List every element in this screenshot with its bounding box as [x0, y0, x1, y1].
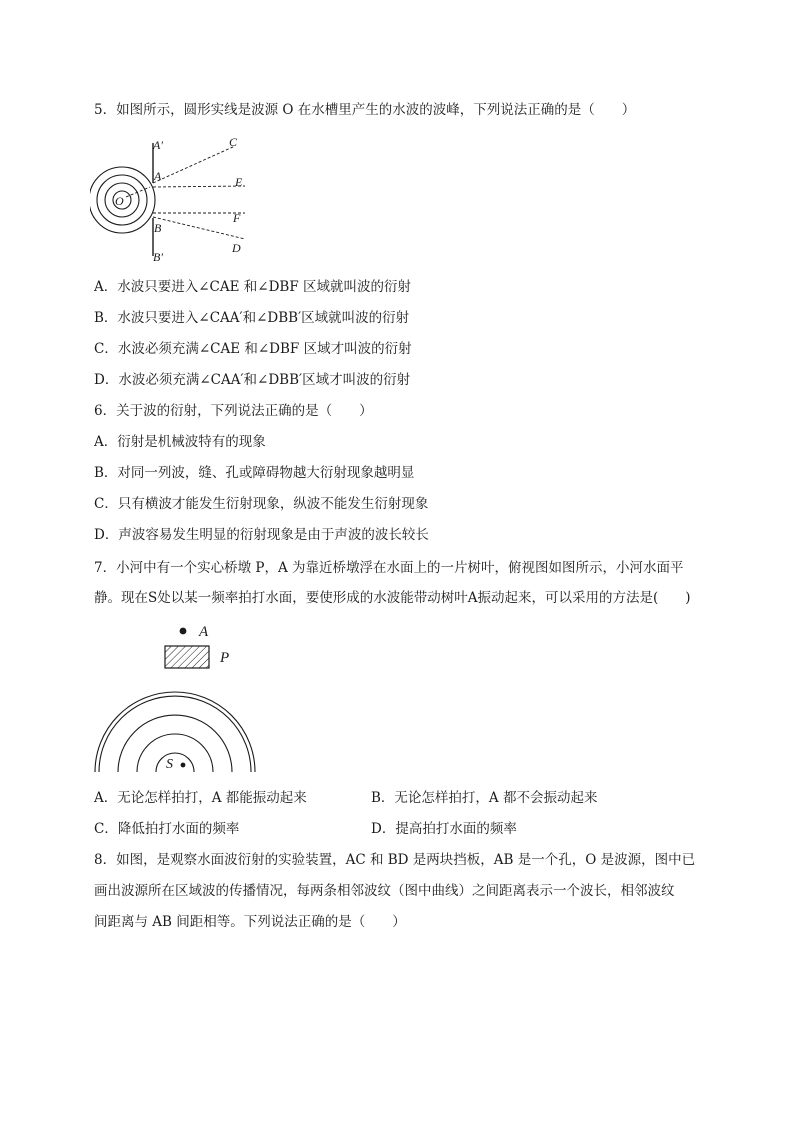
q8-line3: 间距离与 AB 间距相等。下列说法正确的是（ ）	[94, 914, 406, 930]
q7-option-c: C．降低拍打水面的频率	[94, 821, 240, 837]
q5-stem: 5．如图所示，圆形实线是波源 O 在水槽里产生的水波的波峰，下列说法正确的是（ ）	[94, 102, 636, 118]
bridge-pier	[165, 646, 209, 668]
q6-option-d: D．声波容易发生明显的衍射现象是由于声波的波长较长	[94, 527, 429, 543]
q6-stem: 6．关于波的衍射，下列说法正确的是（ ）	[94, 403, 373, 419]
label-C: C	[229, 135, 238, 149]
label-source-S: S	[166, 757, 173, 772]
q7-option-a: A．无论怎样拍打，A 都能振动起来	[94, 790, 307, 806]
q7-option-b: B．无论怎样拍打，A 都不会振动起来	[371, 790, 598, 806]
q7-stem-line1: 7．小河中有一个实心桥墩 P，A 为靠近桥墩浮在水面上的一片树叶，俯视图如图所示，小河水面平	[94, 560, 684, 576]
label-B-prime: B′	[153, 250, 163, 264]
label-B: B	[154, 221, 162, 235]
q8-line2: 画出波源所在区域波的传播情况，每两条相邻波纹（图中曲线）之间距离表示一个波长，相邻波纹	[94, 883, 675, 899]
q5-figure	[90, 135, 260, 265]
label-pier-P: P	[220, 650, 230, 666]
label-leaf-A: A	[199, 624, 209, 640]
q5-option-b: B．水波只要进入∠CAA′和∠DBB′区域就叫波的衍射	[94, 310, 410, 326]
q5-option-c: C．水波必须充满∠CAE 和∠DBF 区域才叫波的衍射	[94, 341, 412, 357]
label-D: D	[232, 241, 241, 255]
q5-option-d: D．水波必须充满∠CAA′和∠DBB′区域才叫波的衍射	[94, 372, 411, 388]
label-O: O	[115, 194, 124, 208]
leaf-dot	[180, 628, 187, 635]
q8-line1: 8．如图，是观察水面波衍射的实验装置，AC 和 BD 是两块挡板，AB 是一个孔，O 是波源，图中已	[94, 852, 696, 868]
q6-option-a: A．衍射是机械波特有的现象	[94, 434, 266, 450]
water-wave-arcs	[95, 696, 254, 772]
label-A: A	[154, 169, 162, 183]
q7-figure	[88, 616, 278, 776]
label-E: E	[235, 175, 243, 189]
q6-option-c: C．只有横波才能发生衍射现象，纵波不能发生衍射现象	[94, 496, 429, 512]
source-dot	[181, 763, 186, 768]
label-F: F	[233, 211, 241, 225]
label-A-prime: A′	[153, 138, 163, 152]
q5-option-a: A．水波只要进入∠CAE 和∠DBF 区域就叫波的衍射	[94, 279, 411, 295]
q7-stem-line2: 静。现在S处以某一频率拍打水面，要使形成的水波能带动树叶A振动起来，可以采用的方法是( )	[94, 590, 691, 606]
q6-option-b: B．对同一列波，缝、孔或障碍物越大衍射现象越明显	[94, 465, 415, 481]
q7-option-d: D．提高拍打水面的频率	[371, 821, 517, 837]
